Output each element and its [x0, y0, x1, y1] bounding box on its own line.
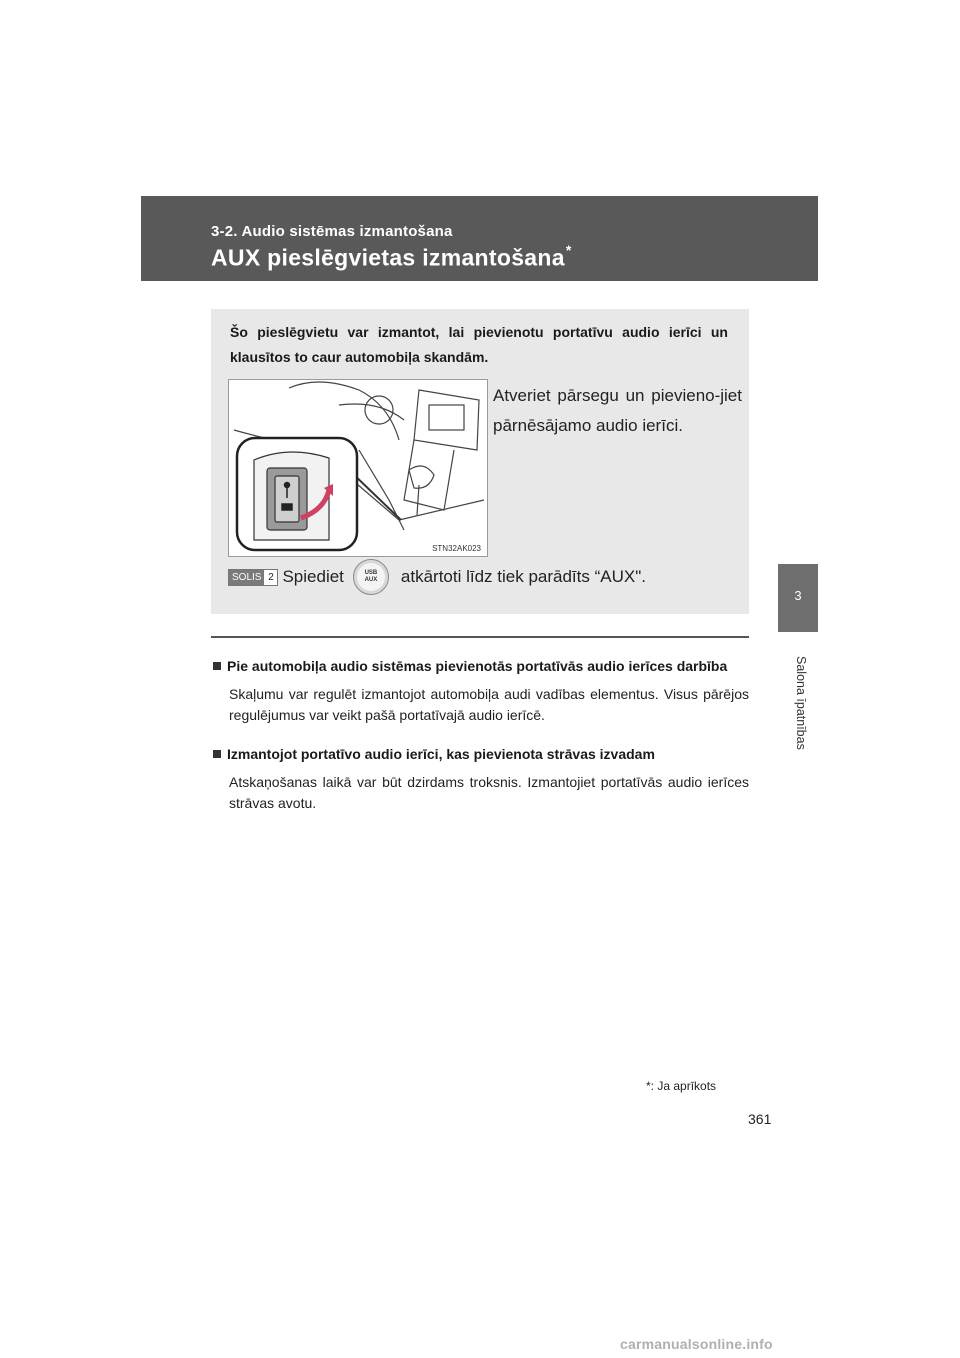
car-console-drawing-icon: [229, 380, 487, 556]
chapter-number: 3: [794, 588, 802, 603]
page-title: [211, 244, 572, 272]
note-heading-text: Izmantojot portatīvo audio ierīci, kas pievienota strāvas izvadam: [227, 746, 655, 762]
footnote: [646, 1079, 716, 1093]
header-band: [141, 196, 818, 281]
note-heading: [211, 744, 749, 765]
watermark: carmanualsonline.info: [620, 1336, 773, 1352]
page-title-text: AUX pieslēgvietas izmantošana: [211, 244, 565, 271]
note-item: [211, 744, 749, 814]
chapter-tab: [778, 564, 818, 632]
note-heading-text: Pie automobiļa audio sistēmas pievienotās portatīvās audio ierīces darbība: [227, 658, 728, 674]
step-2-badge: [228, 569, 278, 586]
step-2-badge-word: SOLIS: [229, 570, 264, 585]
note-heading: [211, 656, 749, 677]
figure-caption: STN32AK023: [432, 544, 481, 553]
step-2-row: [228, 557, 646, 597]
note-item: [211, 656, 749, 726]
footnote-text: : Ja aprīkots: [650, 1079, 717, 1093]
aux-button-label: AUX: [364, 577, 378, 583]
usb-aux-button-icon: [353, 559, 389, 595]
note-body: Atskaņošanas laikā var būt dzirdams troksnis. Izmantojiet portatīvās audio ierīces strāvas avotu.: [229, 774, 749, 811]
page-number: 361: [748, 1111, 772, 1127]
aux-port-illustration: [228, 379, 488, 557]
optional-equipment-marker: *: [565, 242, 572, 258]
section-title: 3-2. Audio sistēmas izmantošana: [211, 223, 453, 240]
step-2-text-before: Spiediet: [282, 567, 344, 586]
step-2-text-after: atkārtoti līdz tiek parādīts “AUX".: [400, 567, 646, 586]
chapter-label: Salona īpatnības: [794, 656, 808, 750]
note-body: Skaļumu var regulēt izmantojot automobiļa audi vadības elementus. Visus pārējos regulējumus var veikt pašā portatīvajā audio ierīcē.: [229, 686, 749, 723]
step-1-text: Atveriet pārsegu un pievieno-jiet pārnēsājamo audio ierīci.: [493, 386, 742, 435]
footnote-marker: *: [646, 1079, 651, 1093]
usb-button-label: USB: [364, 570, 378, 576]
info-box: [211, 309, 749, 614]
divider: [211, 636, 749, 638]
bullet-square-icon: [213, 662, 221, 670]
step-2-badge-number: 2: [264, 570, 277, 585]
intro-text: Šo pieslēgvietu var izmantot, lai pievienotu portatīvu audio ierīci un klausītos to caur automobiļa skandām.: [230, 324, 728, 365]
bullet-square-icon: [213, 750, 221, 758]
